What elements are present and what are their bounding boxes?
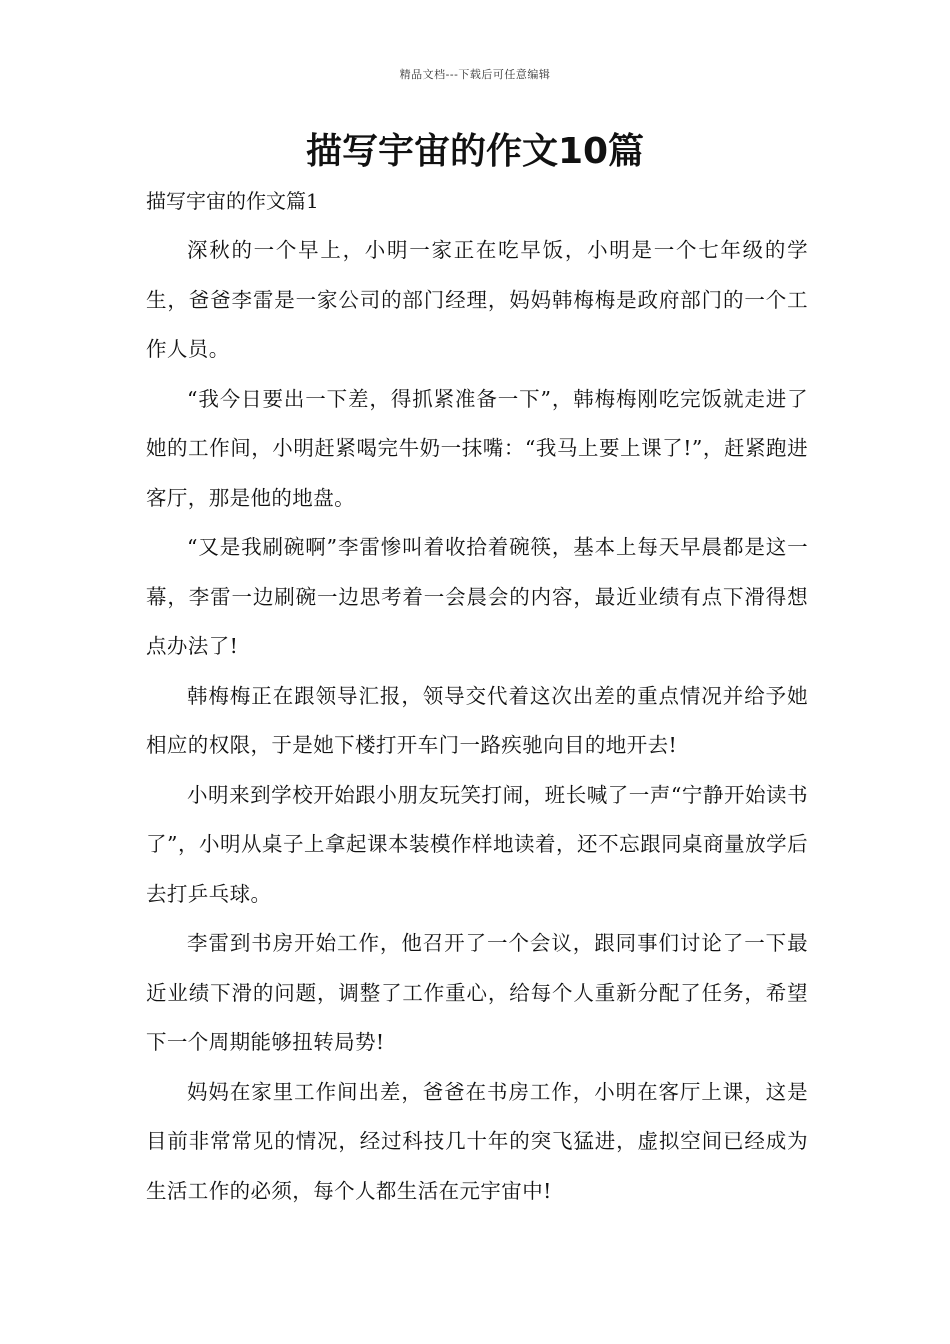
article-body (146, 226, 808, 1216)
paragraph: 妈妈在家里工作间出差，爸爸在书房工作，小明在客厅上课，这是目前非常常见的情况，经过科技几十年的突飞猛进，虚拟空间已经成为生活工作的必须，每个人都生活在元宇宙中! (146, 1079, 808, 1203)
paragraph: 深秋的一个早上，小明一家正在吃早饭，小明是一个七年级的学生，爸爸李雷是一家公司的部门经理，妈妈韩梅梅是政府部门的一个工作人员。 (146, 238, 808, 361)
section-subtitle: 描写宇宙的作文篇1 (146, 189, 319, 213)
paragraph: 韩梅梅正在跟领导汇报，领导交代着这次出差的重点情况并给予她相应的权限，于是她下楼打开车门一路疾驰向目的地开去! (146, 683, 808, 757)
page-title: 描写宇宙的作文10篇 (305, 131, 645, 172)
paragraph: 小明来到学校开始跟小朋友玩笑打闹，班长喊了一声“宁静开始读书了”，小明从桌子上拿起课本装模作样地读着，还不忘跟同桌商量放学后去打乒乓球。 (146, 782, 808, 906)
paragraph: 李雷到书房开始工作，他召开了一个会议，跟同事们讨论了一下最近业绩下滑的问题，调整了工作重心，给每个人重新分配了任务，希望下一个周期能够扭转局势! (146, 931, 808, 1054)
paragraph: “我今日要出一下差，得抓紧准备一下”，韩梅梅刚吃完饭就走进了她的工作间，小明赶紧喝完牛奶一抹嘴：“我马上要上课了!”，赶紧跑进客厅，那是他的地盘。 (146, 386, 808, 510)
paragraph: “又是我刷碗啊”李雷惨叫着收拾着碗筷，基本上每天早晨都是这一幕，李雷一边刷碗一边思考着一会晨会的内容，最近业绩有点下滑得想点办法了! (146, 535, 808, 658)
header-note: 精品文档---下载后可任意编辑 (399, 68, 551, 81)
